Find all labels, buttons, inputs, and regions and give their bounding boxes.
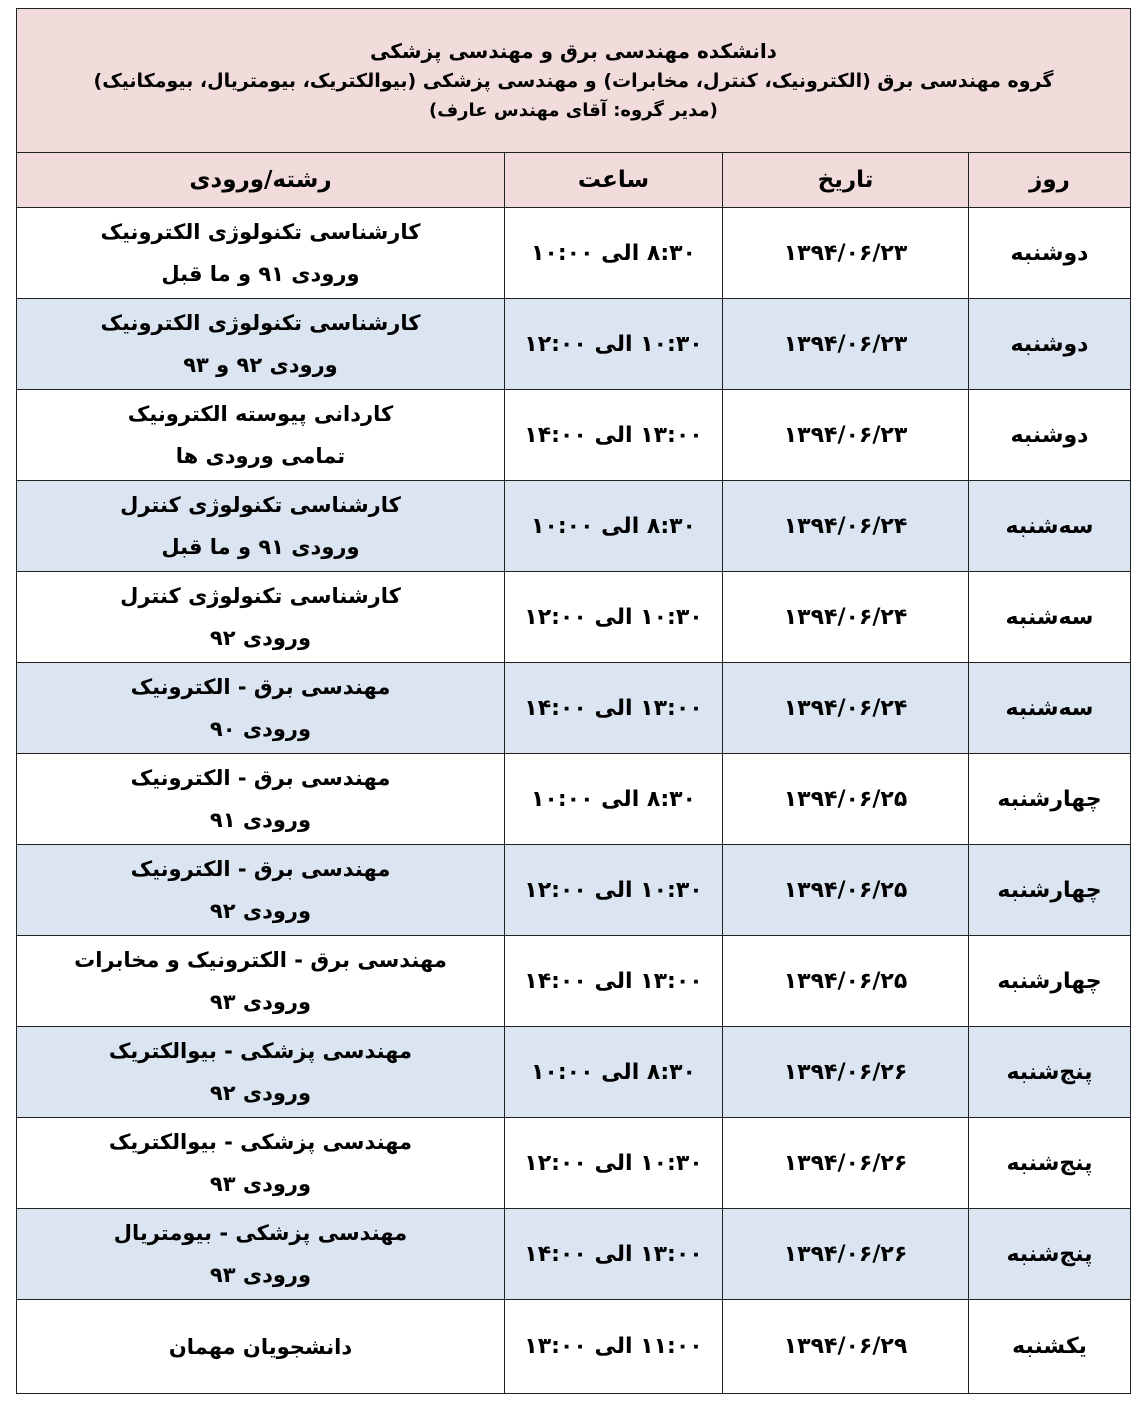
date-cell-text: ۱۳۹۴/۰۶/۲۳ bbox=[783, 240, 908, 266]
entry-year: ورودی ۹۱ bbox=[209, 808, 312, 832]
time-cell-text: ۱۳:۰۰ الی ۱۴:۰۰ bbox=[524, 422, 703, 448]
major-cell bbox=[16, 572, 504, 663]
schedule-table bbox=[16, 8, 1131, 1394]
date-cell-text: ۱۳۹۴/۰۶/۲۵ bbox=[783, 968, 908, 994]
time-cell bbox=[505, 663, 723, 754]
major-name: کارشناسی تکنولوژی الکترونیک bbox=[100, 220, 421, 244]
major-cell bbox=[16, 663, 504, 754]
date-cell-text: ۱۳۹۴/۰۶/۲۴ bbox=[783, 513, 908, 539]
major-name: مهندسی پزشکی - بیومتریال bbox=[113, 1221, 408, 1245]
major-cell bbox=[16, 1209, 504, 1300]
table-row bbox=[16, 663, 1130, 754]
entry-year: ورودی ۹۳ bbox=[209, 1263, 312, 1287]
major-cell bbox=[16, 936, 504, 1027]
table-row bbox=[16, 572, 1130, 663]
date-cell-text: ۱۳۹۴/۰۶/۲۶ bbox=[783, 1059, 908, 1085]
date-cell bbox=[723, 845, 969, 936]
entry-year: ورودی ۹۳ bbox=[209, 1172, 312, 1196]
date-cell bbox=[723, 390, 969, 481]
date-cell bbox=[723, 754, 969, 845]
major-cell bbox=[16, 1027, 504, 1118]
time-cell-text: ۱۰:۳۰ الی ۱۲:۰۰ bbox=[524, 331, 703, 357]
time-cell-text: ۸:۳۰ الی ۱۰:۰۰ bbox=[531, 786, 696, 812]
day-cell-text: یکشنبه bbox=[1012, 1334, 1087, 1359]
time-cell bbox=[505, 299, 723, 390]
time-cell bbox=[505, 1209, 723, 1300]
major-cell bbox=[16, 754, 504, 845]
header-day: روز bbox=[969, 153, 1131, 208]
table-row bbox=[16, 390, 1130, 481]
time-cell bbox=[505, 936, 723, 1027]
major-name: مهندسی برق - الکترونیک bbox=[130, 766, 391, 790]
table-row bbox=[16, 845, 1130, 936]
entry-year: ورودی ۹۱ و ما قبل bbox=[161, 262, 360, 286]
day-cell bbox=[969, 481, 1131, 572]
major-cell bbox=[16, 390, 504, 481]
title-row bbox=[16, 9, 1130, 153]
time-cell bbox=[505, 481, 723, 572]
major-name: کارشناسی تکنولوژی الکترونیک bbox=[100, 311, 421, 335]
date-cell bbox=[723, 572, 969, 663]
date-cell-text: ۱۳۹۴/۰۶/۲۵ bbox=[783, 877, 908, 903]
time-cell bbox=[505, 208, 723, 299]
time-cell-text: ۱۰:۳۰ الی ۱۲:۰۰ bbox=[524, 604, 703, 630]
day-cell bbox=[969, 208, 1131, 299]
day-cell-text: دوشنبه bbox=[1010, 240, 1089, 266]
time-cell-text: ۸:۳۰ الی ۱۰:۰۰ bbox=[531, 513, 696, 539]
day-cell-text: دوشنبه bbox=[1010, 331, 1089, 357]
header-time: ساعت bbox=[505, 153, 723, 208]
header-date: تاریخ bbox=[723, 153, 969, 208]
major-name: مهندسی برق - الکترونیک bbox=[130, 857, 391, 881]
day-cell-text: پنج‌شنبه bbox=[1006, 1241, 1093, 1267]
time-cell-text: ۸:۳۰ الی ۱۰:۰۰ bbox=[531, 1059, 696, 1085]
day-cell-text: پنج‌شنبه bbox=[1006, 1059, 1093, 1085]
director-line: (مدیر گروه: آقای مهندس عارف) bbox=[429, 99, 718, 121]
major-cell bbox=[16, 1118, 504, 1209]
date-cell-text: ۱۳۹۴/۰۶/۲۹ bbox=[783, 1334, 908, 1359]
major-name: مهندسی پزشکی - بیوالکتریک bbox=[108, 1039, 413, 1063]
day-cell-text: سه‌شنبه bbox=[1005, 695, 1094, 721]
header-major: رشته/ورودی bbox=[16, 153, 504, 208]
date-cell bbox=[723, 1118, 969, 1209]
day-cell bbox=[969, 754, 1131, 845]
major-cell bbox=[16, 299, 504, 390]
group-title: گروه مهندسی برق (الکترونیک، کنترل، مخابرات) و مهندسی پزشکی (بیوالکتریک، بیومتریال، بیومکانیک) bbox=[93, 69, 1054, 92]
entry-year: ورودی ۹۲ bbox=[209, 626, 312, 650]
major-name: مهندسی برق - الکترونیک bbox=[130, 675, 391, 699]
day-cell bbox=[969, 663, 1131, 754]
date-cell bbox=[723, 481, 969, 572]
date-cell bbox=[723, 663, 969, 754]
day-cell-text: پنج‌شنبه bbox=[1006, 1150, 1093, 1176]
day-cell-text: سه‌شنبه bbox=[1005, 513, 1094, 539]
day-cell bbox=[969, 1118, 1131, 1209]
day-cell bbox=[969, 390, 1131, 481]
day-cell-text: سه‌شنبه bbox=[1005, 604, 1094, 630]
table-row bbox=[16, 1300, 1130, 1394]
major-name: کاردانی پیوسته الکترونیک bbox=[127, 402, 394, 426]
day-cell-text: دوشنبه bbox=[1010, 422, 1089, 448]
date-cell-text: ۱۳۹۴/۰۶/۲۳ bbox=[783, 331, 908, 357]
time-cell-text: ۱۰:۳۰ الی ۱۲:۰۰ bbox=[524, 877, 703, 903]
schedule-document bbox=[17, 8, 1131, 1403]
major-name: دانشجویان مهمان bbox=[168, 1334, 353, 1359]
time-cell-text: ۱۳:۰۰ الی ۱۴:۰۰ bbox=[524, 695, 703, 721]
time-cell-text: ۱۳:۰۰ الی ۱۴:۰۰ bbox=[524, 968, 703, 994]
faculty-title: دانشکده مهندسی برق و مهندسی پزشکی bbox=[370, 38, 777, 63]
time-cell-text: ۱۱:۰۰ الی ۱۳:۰۰ bbox=[524, 1334, 703, 1359]
entry-year: ورودی ۹۲ و ۹۳ bbox=[183, 353, 338, 377]
entry-year: ورودی ۹۲ bbox=[209, 1081, 312, 1105]
entry-year: ورودی ۹۱ و ما قبل bbox=[161, 535, 360, 559]
title-block bbox=[16, 9, 1130, 153]
time-cell bbox=[505, 390, 723, 481]
table-row bbox=[16, 754, 1130, 845]
day-cell bbox=[969, 845, 1131, 936]
entry-year: ورودی ۹۳ bbox=[209, 990, 312, 1014]
table-row bbox=[16, 208, 1130, 299]
table-row bbox=[16, 1209, 1130, 1300]
date-cell-text: ۱۳۹۴/۰۶/۲۴ bbox=[783, 695, 908, 721]
day-cell-text: چهارشنبه bbox=[997, 968, 1102, 994]
time-cell-text: ۱۰:۳۰ الی ۱۲:۰۰ bbox=[524, 1150, 703, 1176]
time-cell-text: ۸:۳۰ الی ۱۰:۰۰ bbox=[531, 240, 696, 266]
date-cell bbox=[723, 299, 969, 390]
date-cell-text: ۱۳۹۴/۰۶/۲۶ bbox=[783, 1241, 908, 1267]
date-cell bbox=[723, 1027, 969, 1118]
schedule-rows bbox=[16, 208, 1130, 1394]
day-cell bbox=[969, 299, 1131, 390]
major-name: کارشناسی تکنولوژی کنترل bbox=[120, 493, 401, 517]
major-name: مهندسی پزشکی - بیوالکتریک bbox=[108, 1130, 413, 1154]
major-cell bbox=[16, 845, 504, 936]
date-cell bbox=[723, 1209, 969, 1300]
major-cell bbox=[16, 208, 504, 299]
time-cell bbox=[505, 754, 723, 845]
table-row bbox=[16, 1027, 1130, 1118]
table-row bbox=[16, 299, 1130, 390]
day-cell bbox=[969, 1027, 1131, 1118]
time-cell bbox=[505, 845, 723, 936]
time-cell bbox=[505, 1118, 723, 1209]
time-cell bbox=[505, 1027, 723, 1118]
day-cell bbox=[969, 936, 1131, 1027]
table-row bbox=[16, 1118, 1130, 1209]
date-cell-text: ۱۳۹۴/۰۶/۲۳ bbox=[783, 422, 908, 448]
major-cell bbox=[16, 1300, 504, 1394]
time-cell bbox=[505, 1300, 723, 1394]
date-cell bbox=[723, 208, 969, 299]
entry-year: ورودی ۹۰ bbox=[209, 717, 312, 741]
major-cell bbox=[16, 481, 504, 572]
table-row bbox=[16, 936, 1130, 1027]
column-header-row bbox=[16, 153, 1130, 208]
time-cell-text: ۱۳:۰۰ الی ۱۴:۰۰ bbox=[524, 1241, 703, 1267]
major-name: کارشناسی تکنولوژی کنترل bbox=[120, 584, 401, 608]
entry-year: ورودی ۹۲ bbox=[209, 899, 312, 923]
day-cell bbox=[969, 1300, 1131, 1394]
date-cell-text: ۱۳۹۴/۰۶/۲۵ bbox=[783, 786, 908, 812]
day-cell-text: چهارشنبه bbox=[997, 786, 1102, 812]
date-cell bbox=[723, 936, 969, 1027]
day-cell bbox=[969, 1209, 1131, 1300]
time-cell bbox=[505, 572, 723, 663]
date-cell bbox=[723, 1300, 969, 1394]
date-cell-text: ۱۳۹۴/۰۶/۲۴ bbox=[783, 604, 908, 630]
major-name: مهندسی برق - الکترونیک و مخابرات bbox=[74, 948, 447, 972]
table-row bbox=[16, 481, 1130, 572]
day-cell-text: چهارشنبه bbox=[997, 877, 1102, 903]
entry-year: تمامی ورودی ها bbox=[175, 444, 346, 468]
day-cell bbox=[969, 572, 1131, 663]
date-cell-text: ۱۳۹۴/۰۶/۲۶ bbox=[783, 1150, 908, 1176]
